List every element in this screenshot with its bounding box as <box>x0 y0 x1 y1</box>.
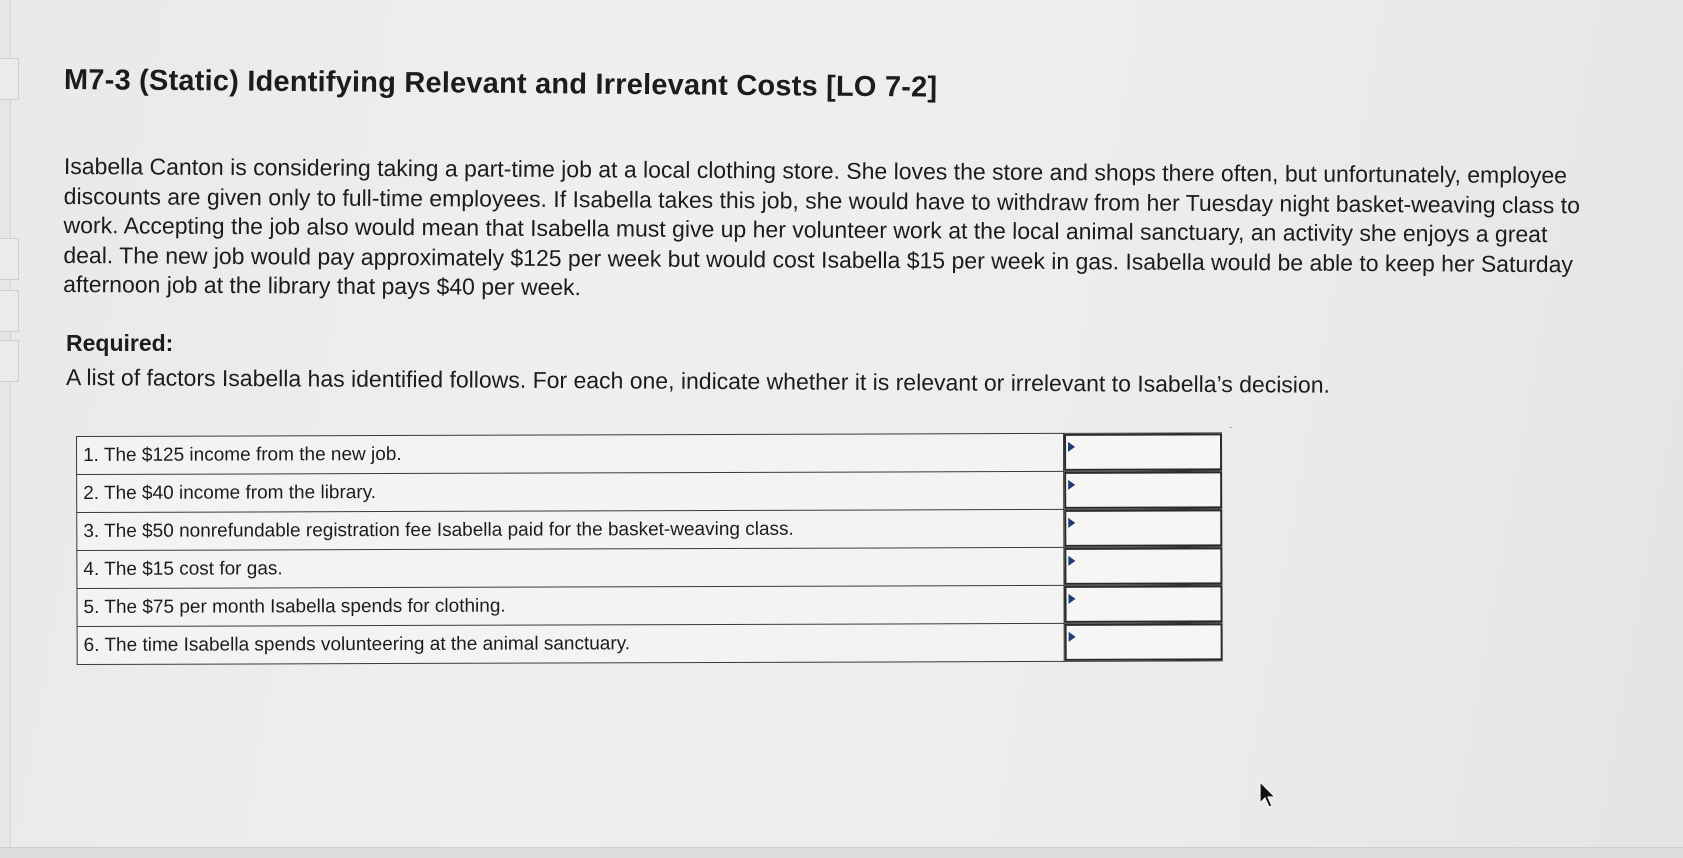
window-edge-tab <box>0 340 19 382</box>
table-row <box>77 433 1223 475</box>
factor-label: 4. The $15 cost for gas. <box>77 547 1064 588</box>
factor-label: 5. The $75 per month Isabella spends for clothing. <box>77 585 1064 626</box>
relevance-dropdown[interactable] <box>1064 471 1222 508</box>
answer-cell <box>1063 433 1222 471</box>
table-row <box>77 623 1223 665</box>
answer-cell <box>1064 509 1223 547</box>
triangle-right-icon <box>1068 556 1075 566</box>
answer-cell <box>1064 471 1223 509</box>
factor-label: 1. The $125 income from the new job. <box>77 433 1064 474</box>
table-row <box>77 471 1223 513</box>
relevance-dropdown[interactable] <box>1064 585 1222 622</box>
factor-label: 6. The time Isabella spends volunteering at the animal sanctuary. <box>77 623 1064 664</box>
relevance-dropdown[interactable] <box>1064 547 1222 584</box>
table-row <box>77 547 1223 589</box>
required-label: Required: <box>66 330 174 356</box>
factors-table <box>76 432 1223 665</box>
relevance-dropdown[interactable] <box>1064 433 1222 470</box>
factor-label: 2. The $40 income from the library. <box>77 471 1064 512</box>
relevance-dropdown[interactable] <box>1065 623 1223 660</box>
mouse-cursor-icon <box>1258 781 1280 809</box>
page-title: M7-3 (Static) Identifying Relevant and Irrelevant Costs [LO 7-2] <box>63 64 938 104</box>
window-edge-tab <box>0 58 19 100</box>
table-row <box>77 509 1223 551</box>
triangle-right-icon <box>1069 632 1076 642</box>
screen-bezel-left <box>0 0 11 858</box>
required-instruction: A list of factors Isabella has identified follows. For each one, indicate whether it is relevant or irrelevant to Isabella’s decision. <box>65 364 1331 398</box>
problem-description: Isabella Canton is considering taking a part-time job at a local clothing store. She loves the store and shops there often, but unfortunately, employee discounts are given only to full-time employees. If Isabella takes this job, she would have to withdraw from her Tuesday night basket-weaving class to work. Accepting the job also would mean that Isabella must give up her volunteer work at the local animal sanctuary, an activity she enjoys a great deal. The new job would pay approximately $125 per week but would cost Isabella $15 per week in gas. Isabella would be able to keep her Saturday afternoon job at the library that pays $40 per week. <box>63 152 1581 301</box>
triangle-right-icon <box>1069 594 1076 604</box>
triangle-right-icon <box>1068 518 1075 528</box>
factor-label: 3. The $50 nonrefundable registration fee Isabella paid for the basket-weaving class. <box>77 509 1064 550</box>
window-edge-tab <box>0 238 19 280</box>
window-edge-tab <box>0 290 19 332</box>
table-row <box>77 585 1223 627</box>
answer-cell <box>1064 623 1223 661</box>
relevance-dropdown[interactable] <box>1064 509 1222 546</box>
answer-cell <box>1064 585 1223 623</box>
screen-bezel-bottom <box>0 847 1683 858</box>
triangle-right-icon <box>1068 442 1075 452</box>
answer-cell <box>1064 547 1223 585</box>
decorative-mark: · <box>1229 422 1233 433</box>
triangle-right-icon <box>1068 480 1075 490</box>
